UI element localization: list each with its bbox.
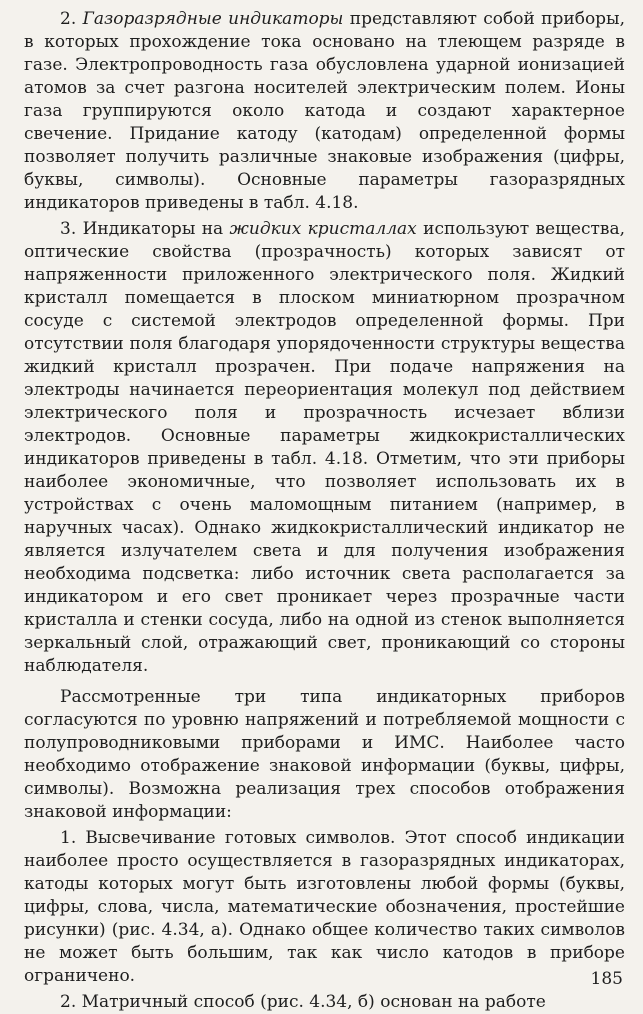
paragraph-liquid-crystal-indicators [24,218,625,678]
paragraph-body: используют вещества, оптические свойства (прозрачность) которых зависят от напряженности приложенного электрического поля. Жидкий кристалл помещается в плоском миниатюрном прозрачном сосуде с системой электродов определенной формы. При отсутствии поля благодаря упорядоченности структуры вещества жидкий кристалл прозрачен. При подаче напряжения на электроды начинается переориентация молекул под действием электрического поля и прозрачность исчезает вблизи электродов. Основные параметры жидкокристаллических индикаторов приведены в табл. 4.18. Отметим, что эти приборы наиболее экономичные, что позволяет использовать их в устройствах с очень маломощным питанием (например, в наручных часах). Однако жидкокристаллический индикатор не является излучателем света и для получения изображения необходима подсветка: либо источник света располагается за индикатором и его свет проникает через прозрачные части кристалла и стенки сосуда, либо на одной из стенок выполняется зеркальный слой, отражающий свет, проникающий со стороны наблюдателя. [24,219,625,676]
paragraph-gas-discharge-indicators [24,8,625,215]
paragraph-ready-symbols-method: 1. Высвечивание готовых символов. Этот способ индикации наиболее просто осуществляется в газоразрядных индикаторах, катоды которых могут быть изготовлены любой формы (буквы, цифры, слова, числа, математические обозначения, простейшие рисунки) (рис. 4.34, а). Однако общее количество таких символов не может быть большим, так как число катодов в приборе ограничено. [24,828,625,986]
page-number: 185 [590,969,623,989]
paragraph-body: представляют собой приборы, в которых прохождение тока основано на тлеющем разряде в газе. Электропроводность газа обусловлена ударной ионизацией атомов за счет разгона носителей электрическим полем. Ионы газа группируются около катода и создают характерное свечение. Придание катоду (катодам) определенной формы позволяет получить различные знаковые изображения (цифры, буквы, символы). Основные параметры газоразрядных индикаторов приведены в табл. 4.18. [24,9,625,213]
paragraph-lead: 2. [60,9,83,29]
term-liquid-crystals: жидких кристаллах [229,219,417,239]
paragraph-lead: 3. Индикаторы на [60,219,230,239]
term-gas-discharge-indicators: Газоразрядные индикаторы [82,9,344,29]
paragraph-matrix-method: 2. Матричный способ (рис. 4.34, б) основан на работе [60,992,546,1012]
paragraph-indicator-comparison: Рассмотренные три типа индикаторных приборов согласуются по уровню напряжений и потребляемой мощности с полупроводниковыми приборами и ИМС. Наиболее часто необходимо отображение знаковой информации (буквы, цифры, символы). Возможна реализация трех способов отображения знаковой информации: [24,687,625,822]
